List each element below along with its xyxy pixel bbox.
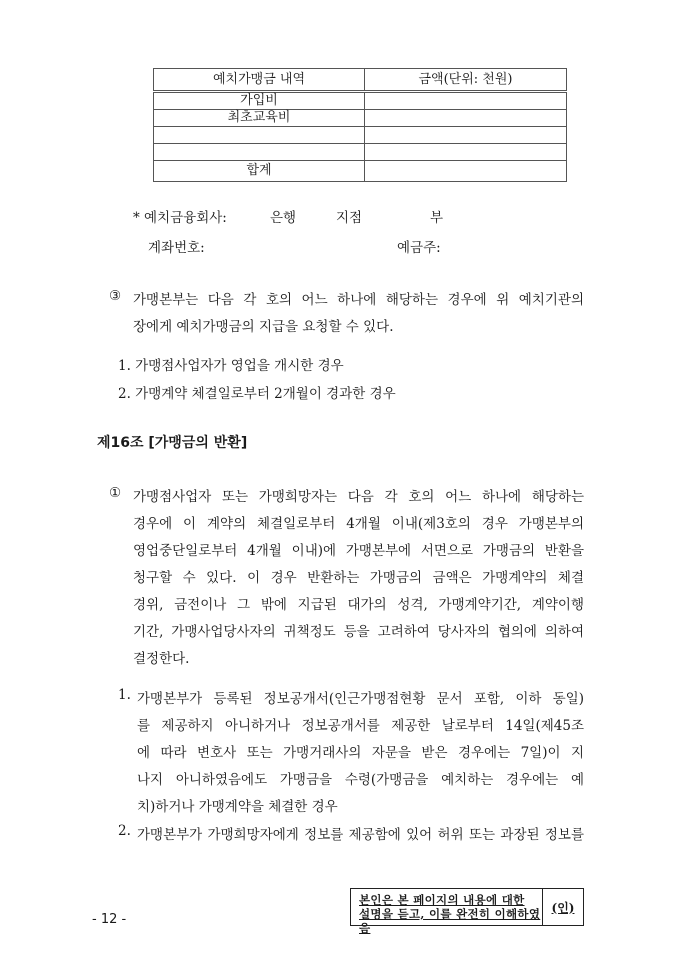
table-cell: [365, 110, 567, 127]
account-label: 계좌번호:: [148, 240, 205, 256]
branch-label: 지점: [336, 210, 363, 226]
clause-line: 기간, 가맹사업당사자의 귀책정도 등을 고려하여 당사자의 협의에 의하여: [133, 624, 584, 640]
confirmation-box: [350, 888, 584, 935]
institution-label: * 예치금융회사:: [133, 210, 227, 226]
list-item-number: 1.: [118, 687, 131, 703]
table-row: [154, 127, 567, 144]
table-row: [154, 92, 567, 110]
deposit-table: [153, 68, 567, 182]
list-item: 1. 가맹점사업자가 영업을 개시한 경우: [118, 358, 344, 374]
seal-cell[interactable]: [543, 889, 583, 925]
table-cell: [365, 92, 567, 110]
table-cell: [365, 144, 567, 161]
clause-line: 경우에 이 계약의 체결일로부터 4개월 이내(제3호의 경우 가맹본부의: [133, 516, 584, 532]
seal-label: (인): [551, 900, 575, 915]
confirmation-line: 설명을 듣고, 이를 완전히 이해하였음: [359, 907, 541, 935]
table-header-cell: 금액(단위: 천원): [365, 69, 567, 92]
clause-marker: ①: [109, 485, 122, 501]
table-header-row: [154, 69, 567, 92]
holder-label: 예금주:: [397, 240, 441, 256]
bank-label: 은행: [270, 210, 297, 226]
article-heading: 제16조 [가맹금의 반환]: [97, 435, 248, 451]
table-row: [154, 110, 567, 127]
clause-marker: ③: [109, 288, 122, 304]
table-cell: [154, 144, 365, 161]
list-item-number: 2.: [118, 823, 131, 839]
list-item-line: 를 제공하지 아니하거나 정보공개서를 제공한 날로부터 14일(제45조: [137, 718, 584, 734]
list-item-line: 에 따라 변호사 또는 가맹거래사의 자문을 받은 경우에는 7일)이 지: [137, 745, 584, 761]
list-item-line: 가맹본부가 가맹희망자에게 정보를 제공함에 있어 허위 또는 과장된 정보를: [137, 827, 584, 843]
table-cell: [154, 127, 365, 144]
clause-line: 영업중단일로부터 4개월 이내)에 가맹본부에 서면으로 가맹금의 반환을: [133, 543, 584, 559]
list-item: 2. 가맹계약 체결일로부터 2개월이 경과한 경우: [118, 386, 396, 402]
bu-label: 부: [430, 210, 444, 226]
clause-line: 청구할 수 있다. 이 경우 반환하는 가맹금의 금액은 가맹계약의 체결: [133, 570, 584, 586]
table-cell: [365, 127, 567, 144]
clause-line: 가맹본부는 다음 각 호의 어느 하나에 해당하는 경우에 위 예치기관의: [133, 292, 584, 308]
table-cell: [365, 161, 567, 182]
table-row: [154, 161, 567, 182]
table-cell: 가입비: [154, 92, 365, 110]
clause-line: 가맹점사업자 또는 가맹희망자는 다음 각 호의 어느 하나에 해당하는: [133, 489, 584, 505]
table-cell: 합계: [154, 161, 365, 182]
table-row: [154, 144, 567, 161]
list-item-line: 가맹본부가 등록된 정보공개서(인근가맹점현황 문서 포함, 이하 동일): [137, 691, 584, 707]
list-item-line: 치)하거나 가맹계약을 체결한 경우: [137, 799, 338, 815]
table-cell: 최초교육비: [154, 110, 365, 127]
page-number: - 12 -: [92, 912, 127, 927]
list-item-line: 나지 아니하였음에도 가맹금을 수령(가맹금을 예치하는 경우에는 예: [137, 772, 584, 788]
clause-line: 결정한다.: [133, 651, 190, 667]
confirmation-line: 본인은 본 페이지의 내용에 대한: [359, 893, 525, 907]
clause-line: 장에게 예치가맹금의 지급을 요청할 수 있다.: [133, 319, 394, 335]
clause-line: 경위, 금전이나 그 밖에 지급된 대가의 성격, 가맹계약기간, 계약이행: [133, 597, 584, 613]
table-header-cell: 예치가맹금 내역: [154, 69, 365, 92]
confirmation-text: [351, 889, 543, 935]
